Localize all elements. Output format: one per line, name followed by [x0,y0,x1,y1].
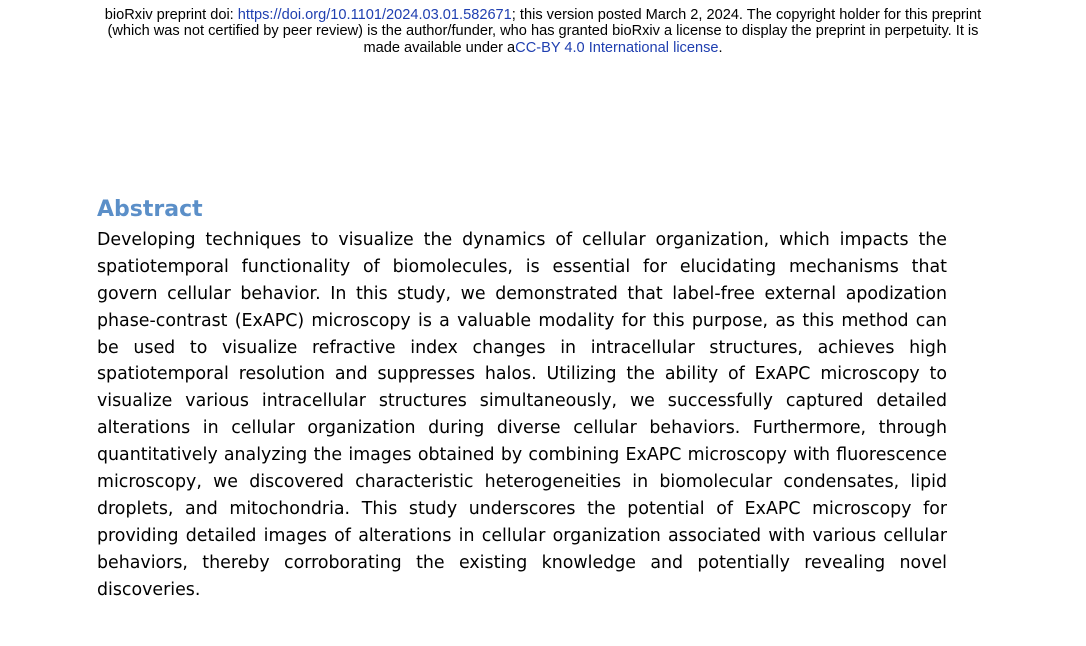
preprint-header [24,7,1062,56]
abstract-line: spatiotemporal resolution and suppresses halos. Utilizing the ability of ExAPC microscopy to [97,364,947,385]
abstract-line: be used to visualize refractive index changes in intracellular structures, achieves high [97,337,947,358]
abstract-line: alterations in cellular organization during diverse cellular behaviors. Furthermore, through [97,418,947,439]
header-license-suffix: . [718,39,723,56]
header-license-prefix: made available under a [363,39,516,56]
abstract-line: providing detailed images of alterations in cellular organization associated with various cellular [97,525,947,546]
abstract-line: droplets, and mitochondria. This study underscores the potential of ExAPC microscopy for [97,498,947,519]
abstract-heading: Abstract [97,197,203,222]
abstract-line: phase-contrast (ExAPC) microscopy is a valuable modality for this purpose, as this method can [97,310,947,331]
header-line-3 [24,40,1062,56]
header-line-2: (which was not certified by peer review) is the author/funder, who has granted bioRxiv a license to display the preprint in perpetuity. It is [107,23,979,40]
header-doi-prefix: bioRxiv preprint doi: [104,7,238,23]
abstract-body [97,227,947,603]
header-posted-text: ; this version posted March 2, 2024. The copyright holder for this preprint [511,7,982,23]
header-line-1 [24,7,1062,23]
abstract-line: visualize various intracellular structures simultaneously, we successfully captured detailed [97,391,947,412]
abstract-line: Developing techniques to visualize the dynamics of cellular organization, which impacts the [97,230,947,250]
license-link[interactable]: CC-BY 4.0 International license [515,39,719,56]
doi-link[interactable]: https://doi.org/10.1101/2024.03.01.582671 [237,7,512,23]
abstract-line: behaviors, thereby corroborating the existing knowledge and potentially revealing novel [97,552,947,573]
abstract-line: microscopy, we discovered characteristic heterogeneities in biomolecular condensates, lipid [97,472,947,493]
abstract-line: discoveries. [97,579,201,600]
abstract-line: quantitatively analyzing the images obtained by combining ExAPC microscopy with fluorescence [97,445,947,466]
abstract-line: govern cellular behavior. In this study, we demonstrated that label-free external apodization [97,283,947,304]
abstract-line: spatiotemporal functionality of biomolecules, is essential for elucidating mechanisms that [97,256,947,277]
